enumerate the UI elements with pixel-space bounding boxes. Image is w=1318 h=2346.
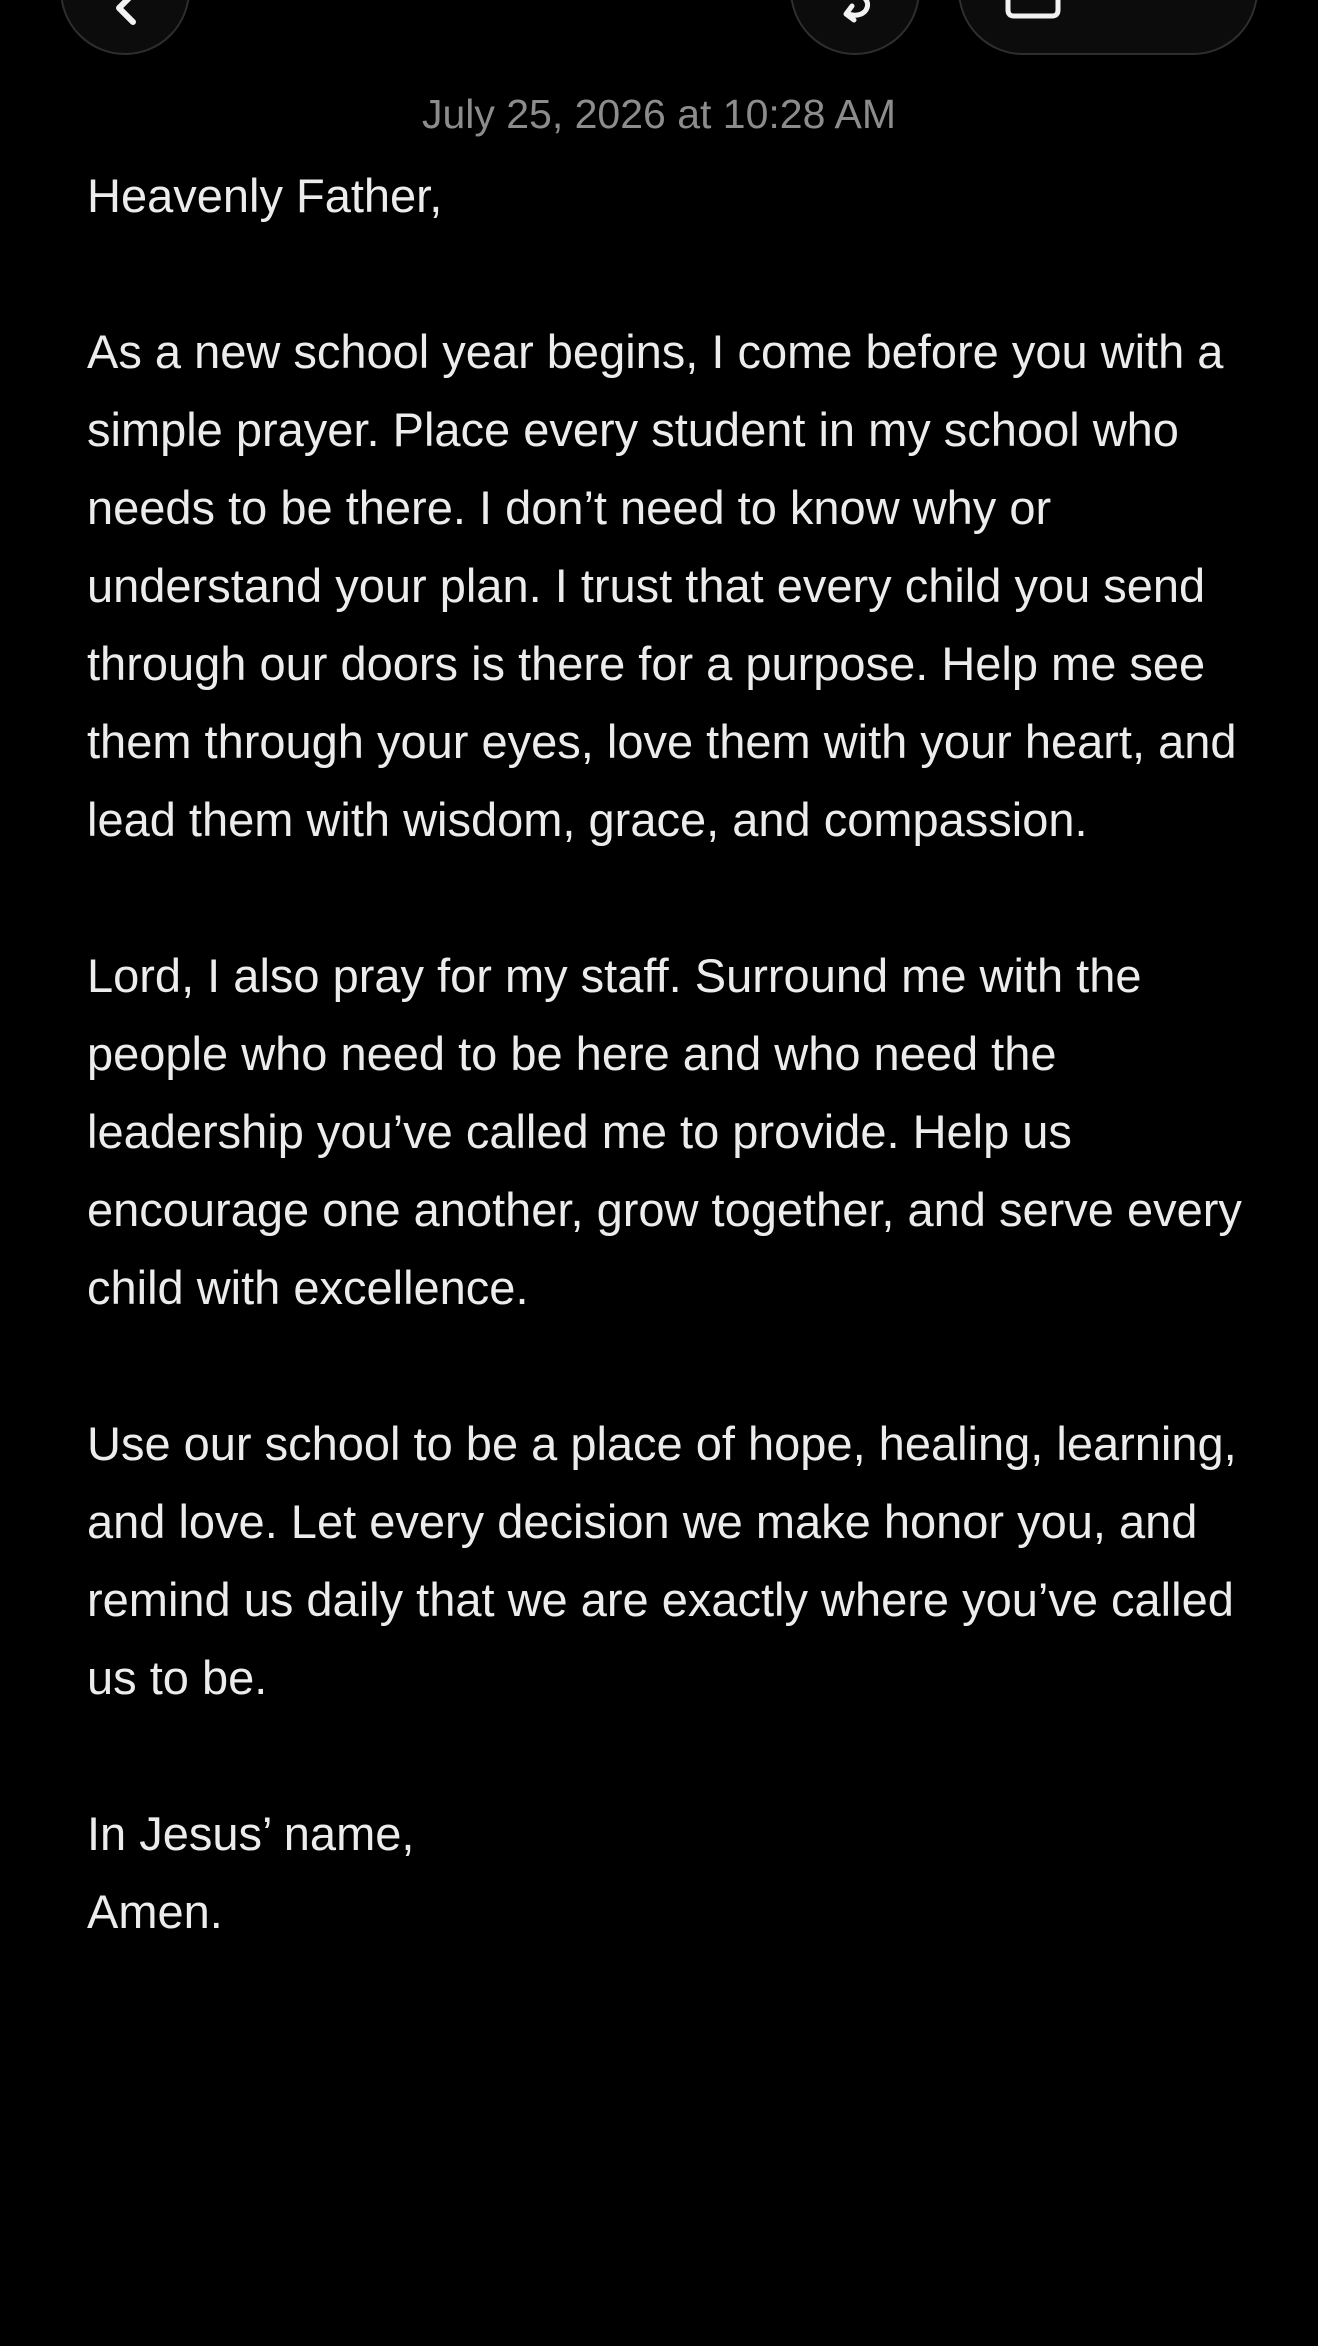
note-timestamp: July 25, 2026 at 10:28 AM — [421, 91, 897, 137]
note-body[interactable] — [87, 157, 1247, 1951]
note-greeting: Heavenly Father, — [87, 169, 443, 222]
note-closing-line-2: Amen. — [87, 1885, 223, 1938]
share-icon — [1002, 0, 1062, 32]
note-paragraph-2: Lord, I also pray for my staff. Surround me with the people who need to be here and who need the leadership you’ve called me to provide. Help us encourage one another, grow together, and serve every child with excellence. — [87, 949, 1242, 1314]
undo-icon — [830, 0, 880, 32]
back-button[interactable] — [60, 0, 190, 55]
share-button[interactable] — [958, 0, 1258, 55]
note-paragraph-3: Use our school to be a place of hope, healing, learning, and love. Let every decision we make honor you, and remind us daily that we are exactly where you’ve called us to be. — [87, 1417, 1237, 1704]
undo-button[interactable] — [790, 0, 920, 55]
chevron-left-icon — [105, 0, 145, 32]
note-closing-line-1: In Jesus’ name, — [87, 1807, 415, 1860]
note-paragraph-1: As a new school year begins, I come before you with a simple prayer. Place every student in my school who needs to be there. I don’t need to know why or understand your plan. I trust that every child you send through our doors is there for a purpose. Help me see them through your eyes, love them with your heart, and lead them with wisdom, grace, and compassion. — [87, 325, 1237, 846]
toolbar — [0, 0, 1318, 60]
